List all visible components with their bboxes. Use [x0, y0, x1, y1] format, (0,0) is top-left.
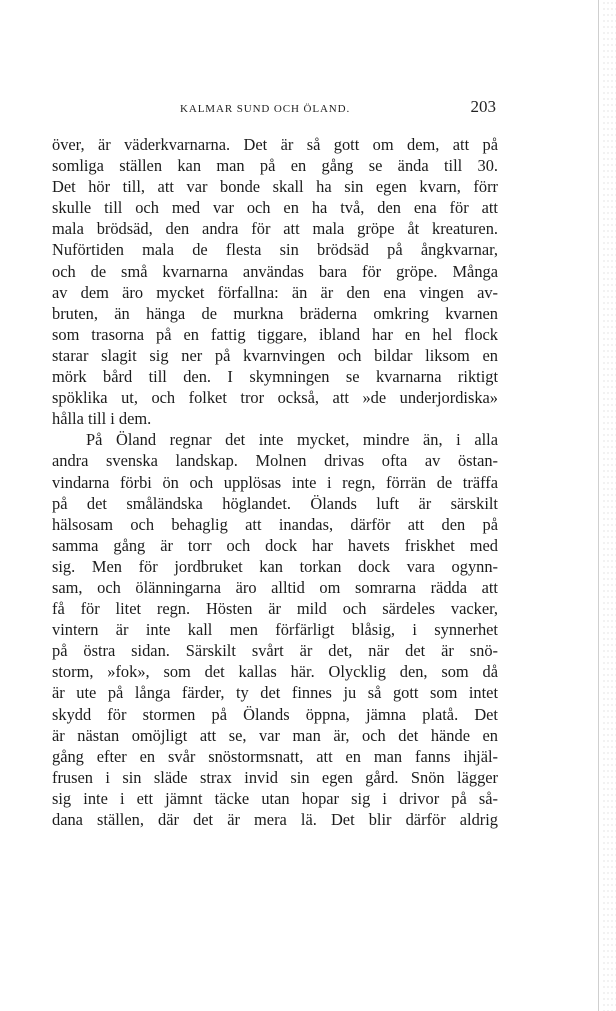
text-line: är ute på långa färder, ty det finnes ju så gott som intet: [52, 683, 498, 703]
text-line: skydd för stormen på Ölands öppna, jämna platå. Det: [52, 704, 498, 724]
text-line: somliga ställen kan man på en gång se ända till 30.: [52, 156, 498, 176]
text-line: få för litet regn. Hösten är mild och särdeles vacker,: [52, 599, 498, 619]
text-line: storm, »fok», som det kallas här. Olycklig den, som då: [52, 662, 498, 682]
paragraph-1: [52, 134, 498, 429]
text-line: andra svenska landskap. Molnen drivas ofta av östan-: [52, 451, 498, 471]
text-line: spöklika ut, och folket tror också, att »de underjordiska»: [52, 388, 498, 408]
text-line: är nästan omöjligt att se, var man är, och det hände en: [52, 725, 498, 745]
text-line: Nuförtiden mala de flesta sin brödsäd på ångkvarnar,: [52, 240, 498, 260]
text-line: mörk bård till den. I skymningen se kvarnarna riktigt: [52, 367, 498, 387]
text-line: över, är väderkvarnarna. Det är så gott om dem, att på: [52, 135, 498, 154]
text-line: Det hör till, att var bonde skall ha sin egen kvarn, förr: [52, 177, 498, 197]
text-line: på det småländska höglandet. Ölands luft är särskilt: [52, 493, 498, 513]
text-line: mala brödsäd, den andra för att mala gröpe åt kreaturen.: [52, 219, 498, 239]
page-edge-line: [598, 0, 599, 1011]
running-title: KALMAR SUND OCH ÖLAND.: [180, 103, 351, 115]
text-line: hålla till i dem.: [52, 409, 152, 429]
text-line: På Öland regnar det inte mycket, mindre än, i alla: [86, 430, 498, 450]
page-number: 203: [470, 97, 496, 116]
text-line: dana ställen, där det är mera lä. Det blir därför aldrig: [52, 810, 498, 829]
text-line: som trasorna på en fattig tiggare, ibland har en hel flock: [52, 324, 498, 344]
body-text: [52, 134, 498, 830]
text-line: hälsosam och behaglig att inandas, därför att den på: [52, 514, 498, 534]
text-line: och de små kvarnarna användas bara för gröpe. Många: [52, 261, 498, 281]
paragraph-2: [52, 429, 498, 830]
text-line: starar slagit sig ner på kvarnvingen och bildar liksom en: [52, 345, 498, 365]
text-line: sig inte i ett jämnt täcke utan hopar sig i drivor på så-: [52, 788, 498, 808]
text-line: vindarna förbi ön och upplösas inte i regn, förrän de träffa: [52, 472, 498, 492]
text-line: på östra sidan. Särskilt svårt är det, när det är snö-: [52, 641, 498, 661]
scan-edge-texture: [602, 0, 616, 1011]
text-line: bruten, än hänga de murkna bräderna omkring kvarnen: [52, 303, 498, 323]
text-line: frusen i sin släde strax invid sin egen gård. Snön lägger: [52, 767, 498, 787]
text-line: sig. Men för jordbruket kan torkan dock vara ogynn-: [52, 556, 498, 576]
text-line: av dem äro mycket förfallna: än är den ena vingen av-: [52, 282, 498, 302]
running-head: [52, 97, 496, 121]
text-line: vintern är inte kall men förfärligt blåsig, i synnerhet: [52, 620, 498, 640]
text-line: skulle till och med var och en ha två, den ena för att: [52, 198, 498, 218]
text-line: samma gång är torr och dock har havets friskhet med: [52, 535, 498, 555]
text-line: gång efter en svår snöstormsnatt, att en man fanns ihjäl-: [52, 746, 498, 766]
text-line: sam, och ölänningarna äro alltid om somrarna rädda att: [52, 577, 498, 597]
